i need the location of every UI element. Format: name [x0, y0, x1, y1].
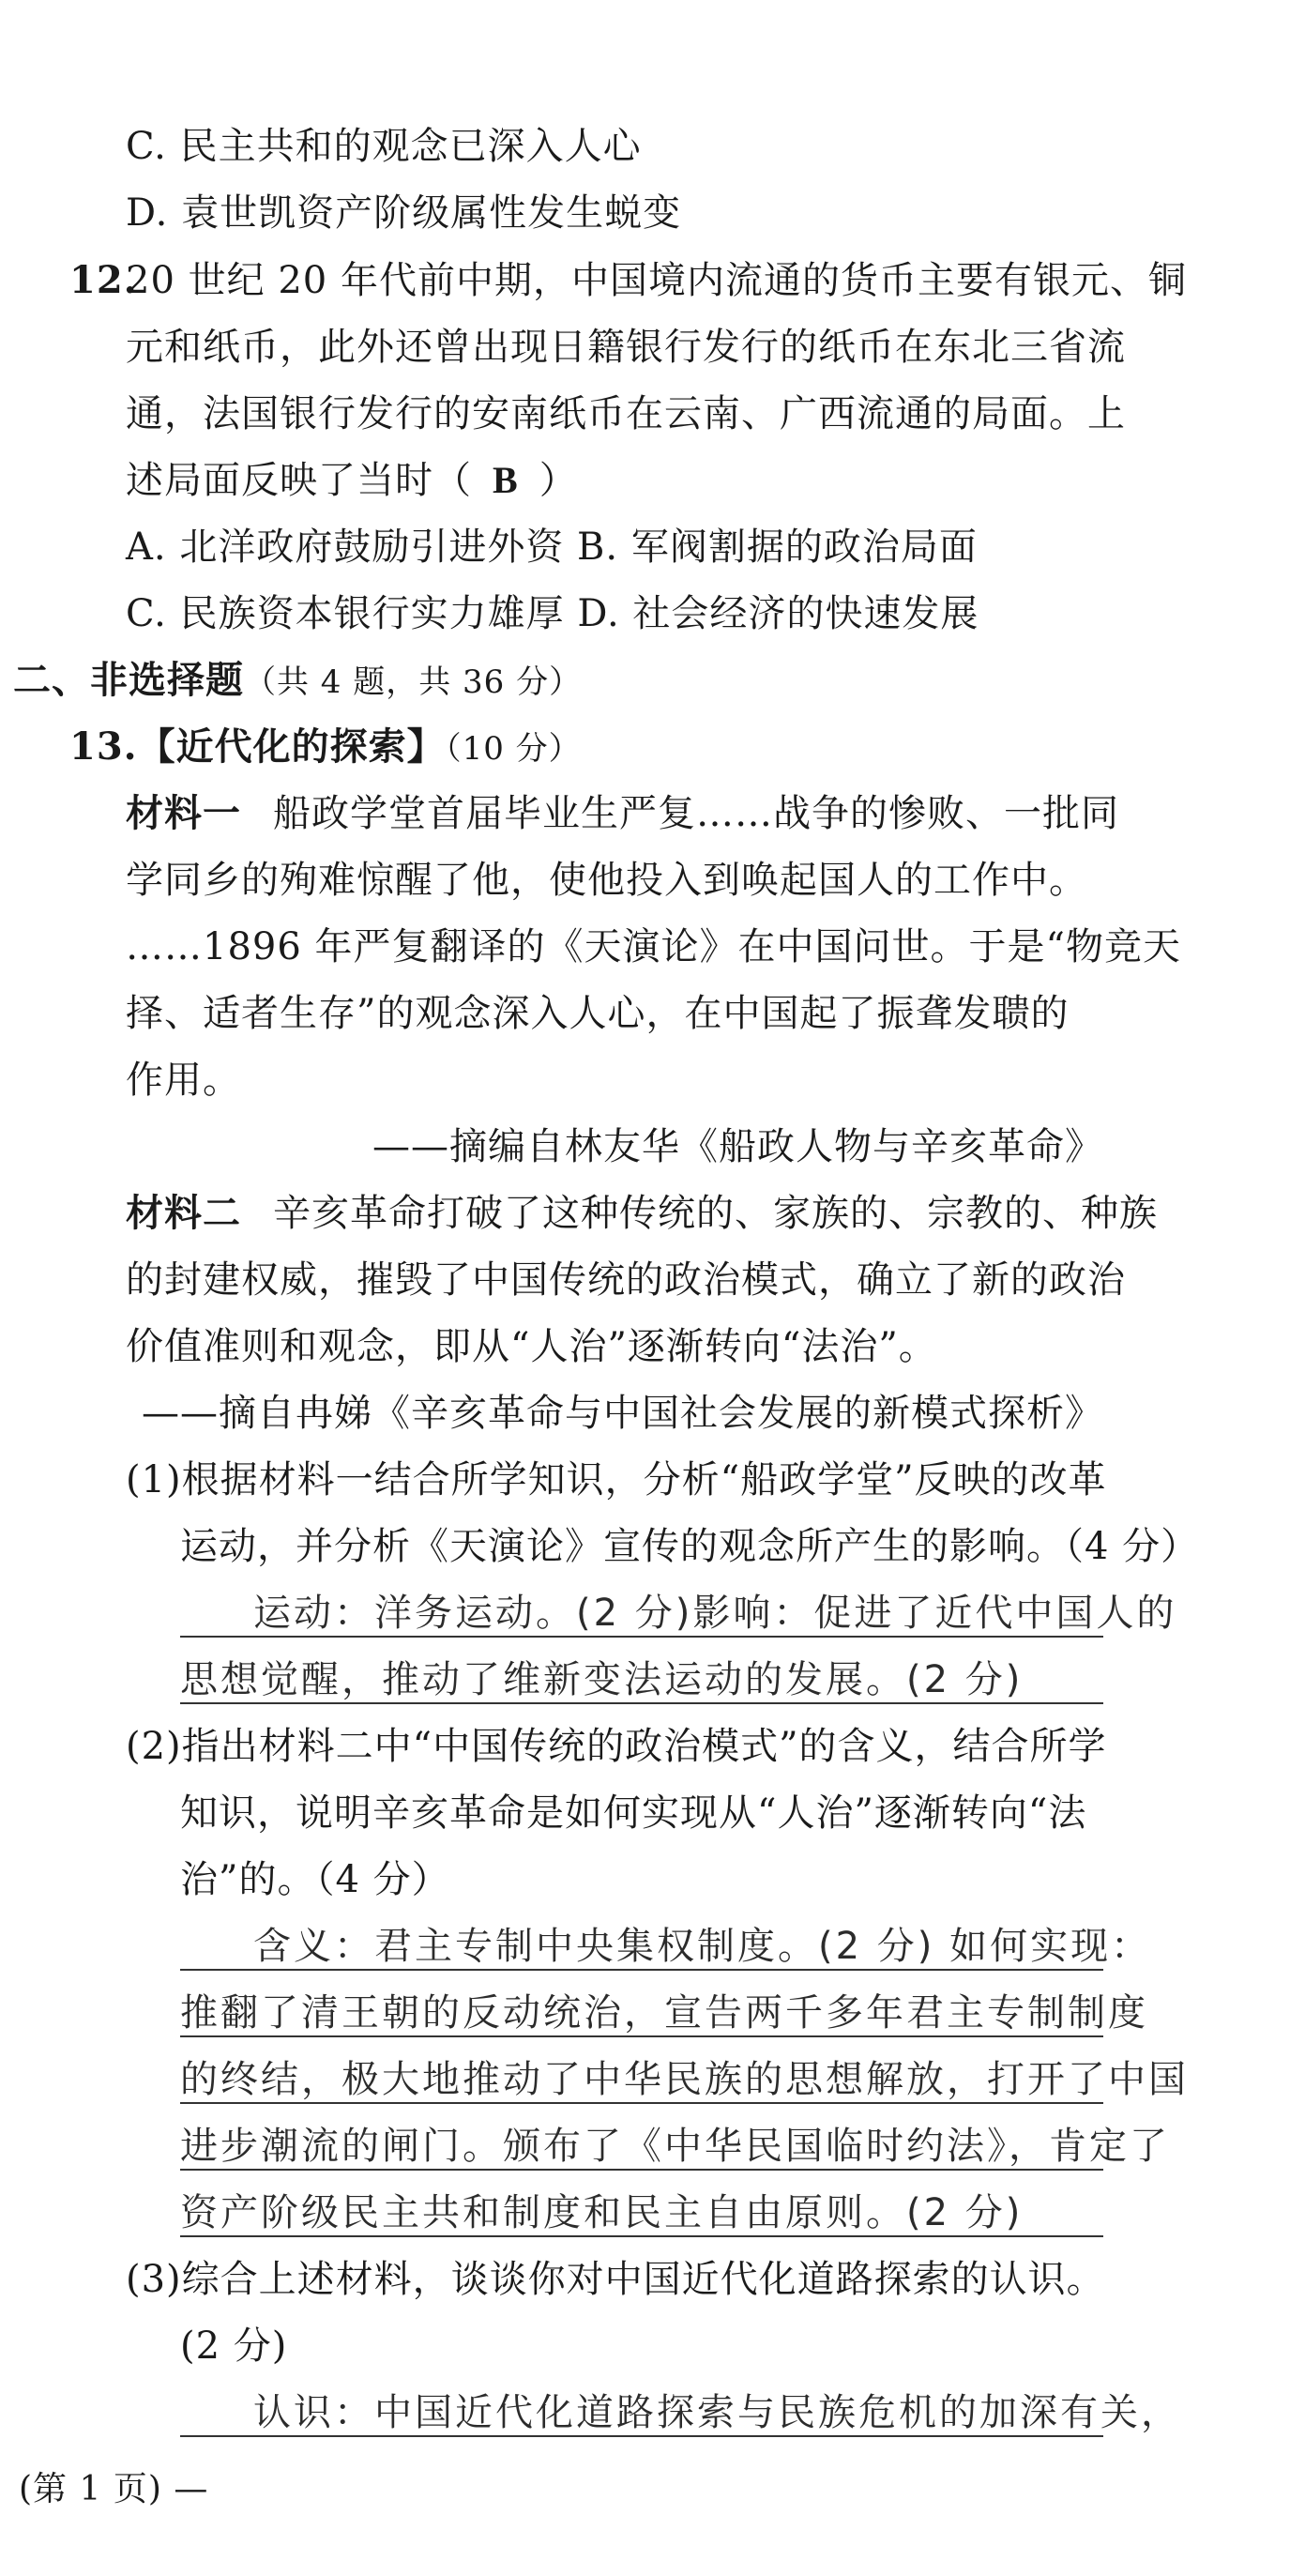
q11-option-d: D. 袁世凯资产阶级属性发生蜕变	[126, 191, 682, 235]
material-1-text-1: 船政学堂首届毕业生严复……战争的惨败、一批同	[273, 792, 1119, 835]
q12-stem-line-2: 元和纸币，此外还曾出现日籍银行发行的纸币在东北三省流	[126, 326, 1126, 369]
section-2-title: 二、非选择题	[13, 658, 244, 702]
sub-question-1-answer-2: 思想觉醒，推动了维新变法运动的发展。(2 分)	[180, 1658, 1024, 1701]
q13-heading	[69, 721, 582, 775]
q12-number: 12.	[69, 258, 138, 302]
material-2-text-3: 价值准则和观念，即从“人治”逐渐转向“法治”。	[126, 1325, 937, 1368]
q12-stem-line-3: 通，法国银行发行的安南纸币在云南、广西流通的局面。上	[126, 392, 1126, 435]
sub-question-3-line-1: (3)综合上述材料，谈谈你对中国近代化道路探索的认识。	[126, 2258, 1105, 2301]
sub-question-1-answer-1: 运动：洋务运动。(2 分)影响：促进了近代中国人的	[253, 1592, 1177, 1635]
section-2-note: （共 4 题，共 36 分）	[244, 663, 583, 701]
material-2-label: 材料二	[126, 1191, 241, 1235]
q12-options-row-2: C. 民族资本银行实力雄厚 D. 社会经济的快速发展	[126, 592, 979, 635]
material-2-line-1	[126, 1187, 1158, 1240]
answer-underline	[180, 1969, 1103, 1971]
material-1-text-5: 作用。	[126, 1059, 241, 1102]
sub-question-1-line-1: (1)根据材料一结合所学知识，分析“船政学堂”反映的改革	[126, 1458, 1107, 1501]
q12-stem-line-4	[126, 454, 578, 507]
q13-score: （10 分）	[445, 730, 582, 768]
q12-options-row-1: A. 北洋政府鼓励引进外资 B. 军阀割据的政治局面	[126, 526, 978, 569]
q12-stem-last: 述局面反映了当时（	[126, 459, 472, 502]
sub-question-2-answer-5: 资产阶级民主共和制度和民主自由原则。(2 分)	[180, 2191, 1024, 2234]
q12-stem-line-1: 20 世纪 20 年代前中期，中国境内流通的货币主要有银元、铜	[126, 259, 1187, 302]
sub-question-1-line-2: 运动，并分析《天演论》宣传的观念所产生的影响。（4 分）	[180, 1525, 1200, 1568]
sub-question-2-line-3: 治”的。（4 分）	[180, 1858, 450, 1901]
answer-underline	[180, 2035, 1103, 2037]
answer-underline	[180, 1636, 1103, 1638]
answer-underline	[180, 2169, 1103, 2171]
material-1-label: 材料一	[126, 791, 241, 835]
material-1-source: ——摘编自林友华《船政人物与辛亥革命》	[372, 1125, 1103, 1168]
sub-question-2-answer-3: 的终结，极大地推动了中华民族的思想解放，打开了中国	[180, 2058, 1189, 2101]
answer-underline	[180, 2435, 1103, 2437]
answer-underline	[180, 2102, 1103, 2104]
answer-underline	[180, 2235, 1103, 2237]
sub-question-2-answer-4: 进步潮流的闸门。颁布了《中华民国临时约法》，肯定了	[180, 2125, 1170, 2168]
material-1-text-3: ……1896 年严复翻译的《天演论》在中国问世。于是“物竞天	[126, 925, 1181, 968]
q12-stem-close: ）	[539, 459, 578, 502]
sub-question-3-answer-1: 认识：中国近代化道路探索与民族危机的加深有关，	[253, 2391, 1181, 2434]
q13-number: 13.	[69, 724, 138, 769]
sub-question-2-line-2: 知识，说明辛亥革命是如何实现从“人治”逐渐转向“法	[180, 1791, 1087, 1835]
material-2-text-2: 的封建权威，摧毁了中国传统的政治模式，确立了新的政治	[126, 1258, 1126, 1302]
material-1-text-4: 择、适者生存”的观念深入人心，在中国起了振聋发聩的	[126, 992, 1070, 1035]
material-1-text-2: 学同乡的殉难惊醒了他，使他投入到唤起国人的工作中。	[126, 859, 1087, 902]
material-2-source: ——摘自冉娣《辛亥革命与中国社会发展的新模式探析》	[142, 1392, 1103, 1435]
sub-question-2-answer-1: 含义：君主专制中央集权制度。(2 分) 如何实现：	[253, 1925, 1152, 1968]
q13-topic: 【近代化的探索】	[137, 724, 446, 769]
q11-option-c: C. 民主共和的观念已深入人心	[126, 125, 642, 168]
answer-underline	[180, 1702, 1103, 1704]
page-number-footer: (第 1 页) —	[19, 2470, 209, 2508]
sub-question-2-answer-2: 推翻了清王朝的反动统治，宣告两千多年君主专制制度	[180, 1991, 1148, 2035]
section-2-heading	[13, 654, 582, 709]
sub-question-3-line-2: (2 分)	[180, 2324, 288, 2368]
sub-question-2-line-1: (2)指出材料二中“中国传统的政治模式”的含义，结合所学	[126, 1725, 1107, 1768]
q12-answer: B	[493, 459, 519, 501]
material-1-line-1	[126, 787, 1119, 840]
material-2-text-1: 辛亥革命打破了这种传统的、家族的、宗教的、种族	[273, 1192, 1158, 1235]
